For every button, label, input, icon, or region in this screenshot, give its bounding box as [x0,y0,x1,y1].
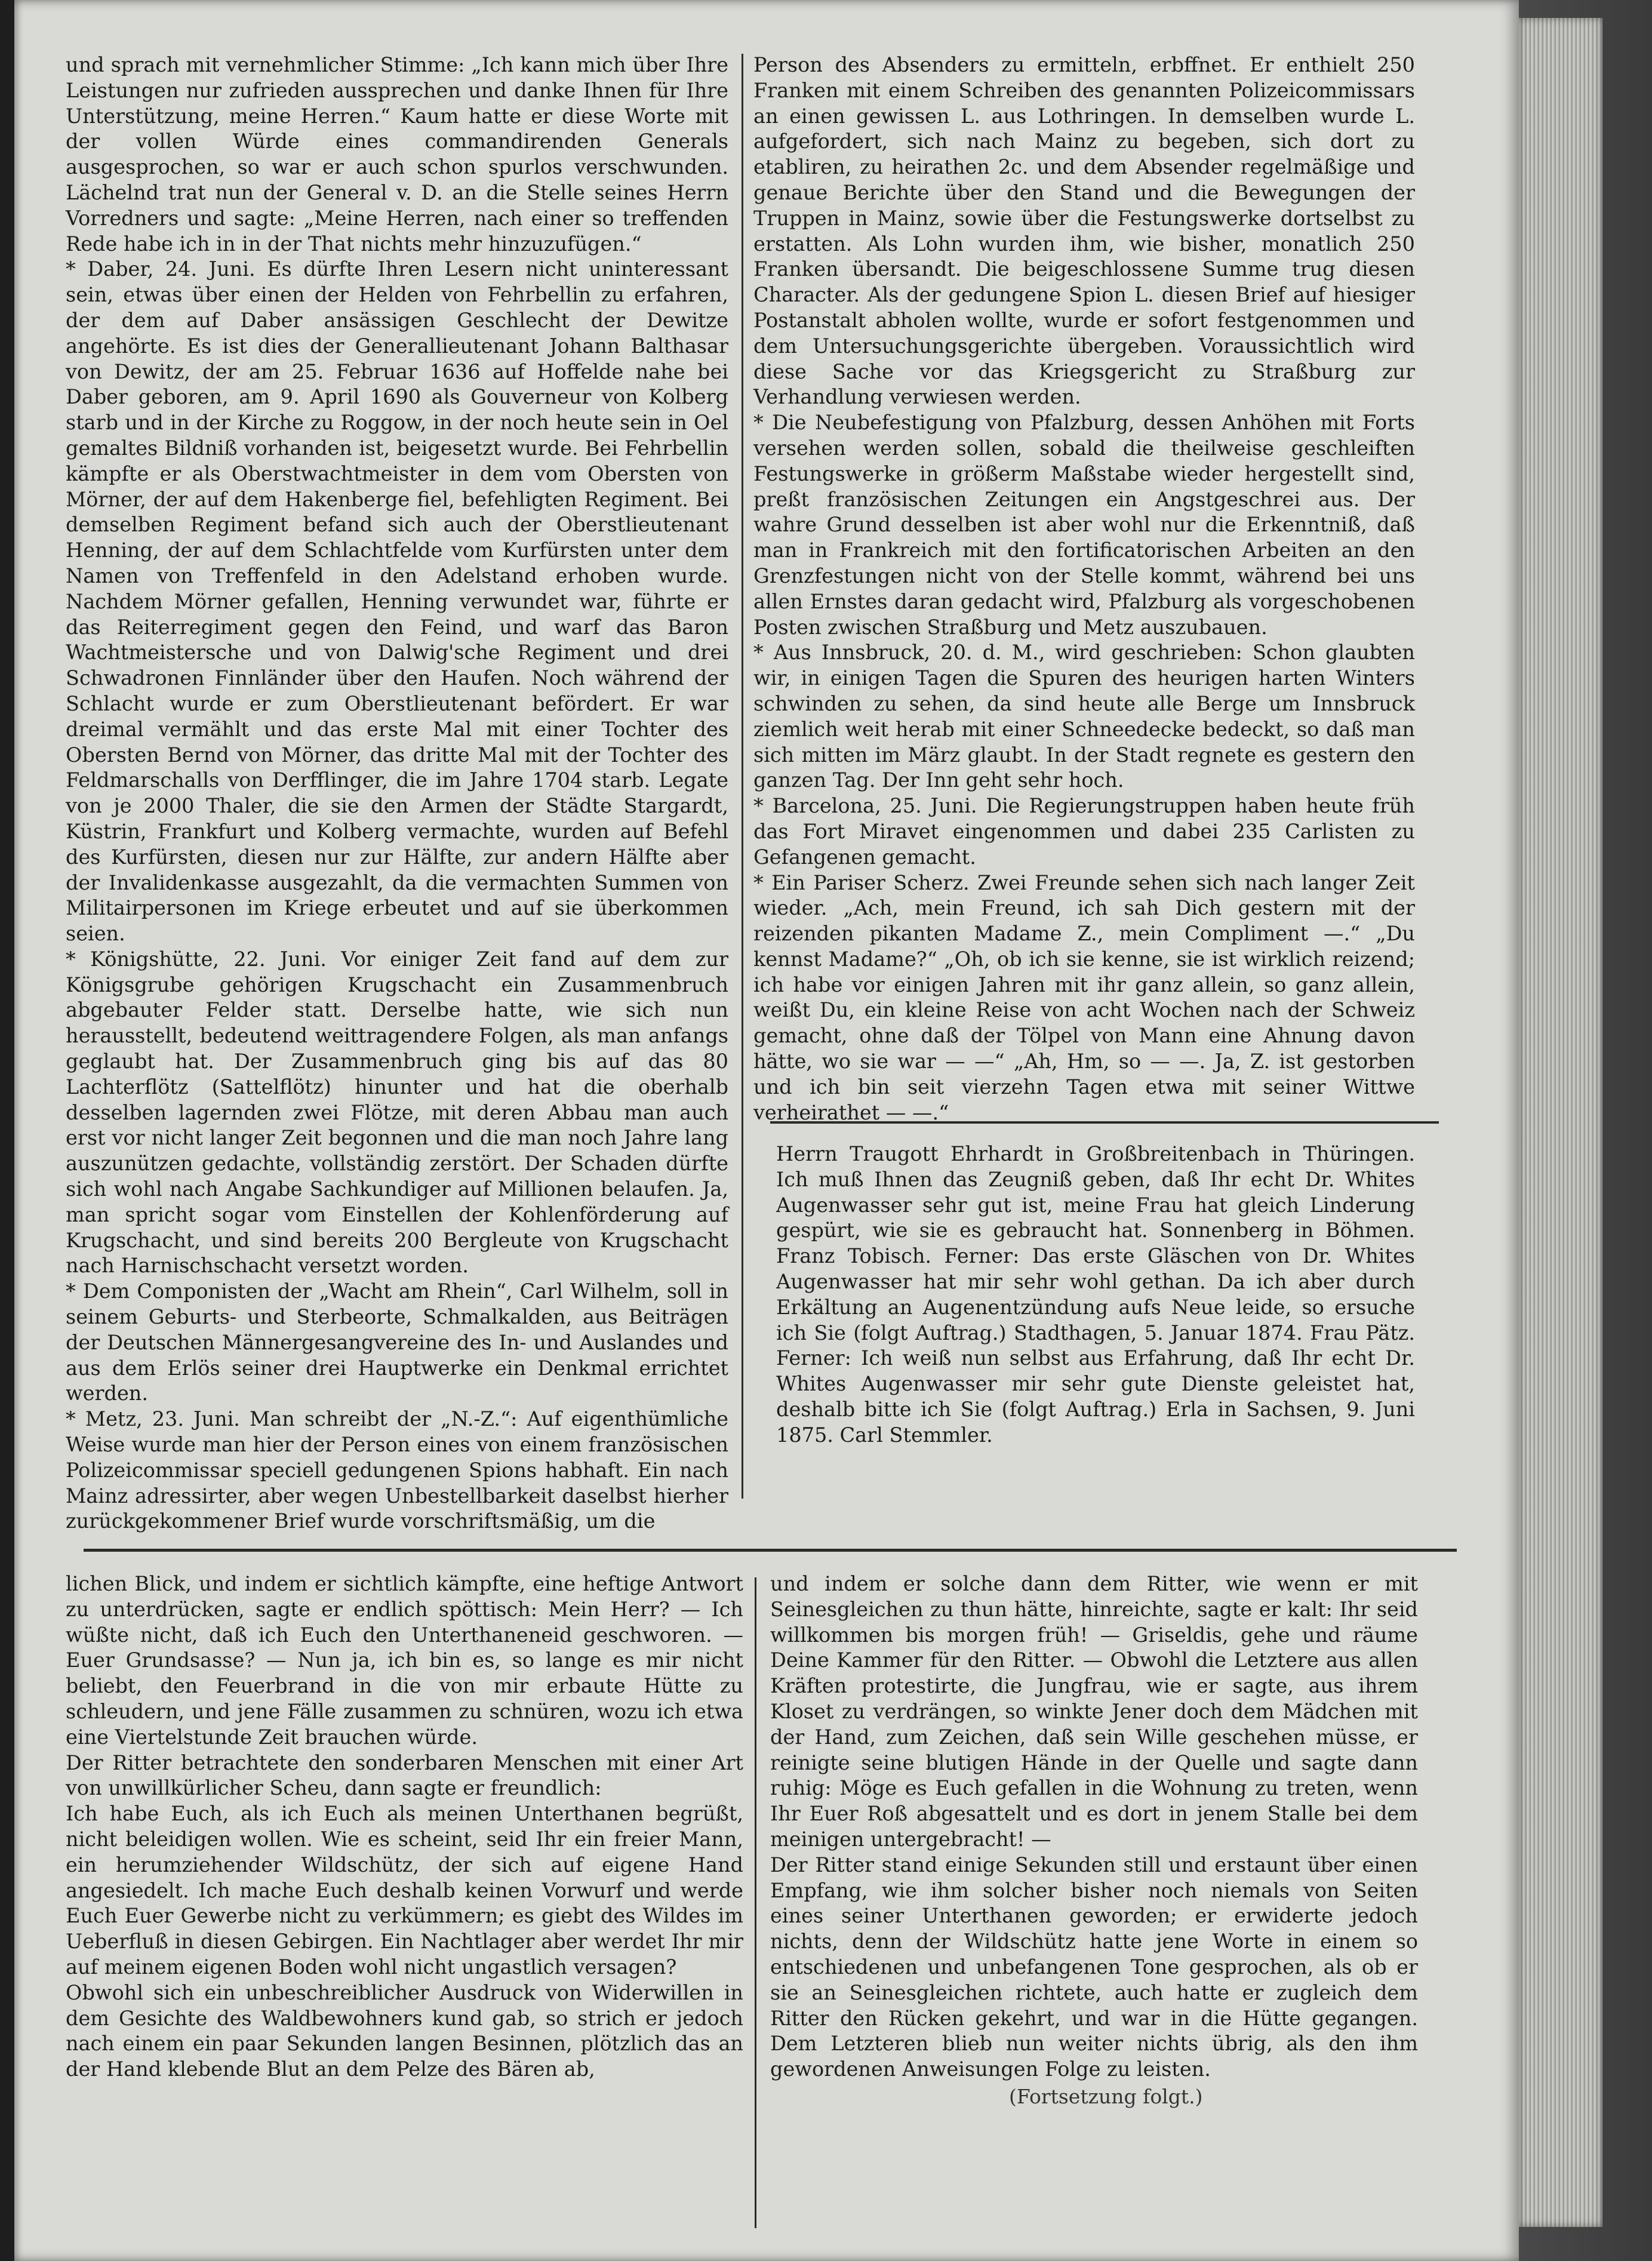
news-paragraph: * Aus Innsbruck, 20. d. M., wird geschrieben: Schon glaubten wir, in einigen Tagen die Spuren des heurigen harten Winters schwinden zu sehen, da sind heute alle Berge um Innsbruck ziemlich weit herab mit einer Schneedecke bedeckt, so daß man sich mitten im März glaubt. In der Stadt regnete es gestern den ganzen Tag. Der Inn geht sehr hoch. [753,641,1415,792]
column-divider [755,1577,756,2228]
news-paragraph: * Königshütte, 22. Juni. Vor einiger Zeit fand auf dem zur Königsgrube gehörigen Krugschacht ein Zusammenbruch abgebauter Felder statt. Derselbe hatte, wie sich nun herausstellt, bedeutend weittragendere Folgen, als man anfangs geglaubt hat. Der Zusammenbruch ging bis auf das 80 Lachterflötz (Sattelflötz) hinunter und hat die oberhalb desselben lagernden zwei Flötze, mit deren Abbau man auch erst vor nicht langer Zeit begonnen und die man noch Jahre lang auszunützen gedachte, vollständig zerstört. Der Schaden dürfte sich wohl nach Angabe Sachkundiger auf Millionen belaufen. Ja, man spricht sogar vom Einstellen der Kohlenförderung auf Krugschacht, und sind bereits 200 Bergleute von Krugschacht nach Harnischschacht versetzt worden. [66,947,728,1278]
advertisement-block [776,1142,1415,1452]
story-paragraph: Der Ritter betrachtete den sonderbaren Menschen mit einer Art von unwillkürlicher Scheu, dann sagte er freundlich: [66,1751,743,1800]
column-divider [742,54,743,1499]
feuilleton-divider [84,1549,1457,1552]
news-paragraph: * Dem Componisten der „Wacht am Rhein“, Carl Wilhelm, soll in seinem Geburts- und Sterbeorte, Schmalkalden, aus Beiträgen der Deutschen Männergesangvereine des In- und Auslandes und aus dem Erlös seiner drei Hauptwerke ein Denkmal errichtet werden. [66,1279,728,1405]
story-paragraph: lichen Blick, und indem er sichtlich kämpfte, eine heftige Antwort zu unterdrücken, sagte er endlich spöttisch: Mein Herr? — Ich wüßte nicht, daß ich Euch den Unterthaneneid geschworen. — Euer Grundsasse? — Nun ja, ich bin es, so lange es mir nicht beliebt, den Feuerbrand in die von mir erbaute Hütte zu schleudern, und jene Fälle zusammen zu schnüren, wozu ich etwa eine Viertelstunde Zeit brauchen würde. [66,1572,743,1749]
feuilleton-column-right [770,1571,1418,2157]
facing-page-edge [0,0,14,2261]
news-paragraph: * Die Neubefestigung von Pfalzburg, dessen Anhöhen mit Forts versehen werden sollen, sobald die theilweise geschleiften Festungswerke in größerm Maßstabe wieder hergestellt sind, preßt französischen Zeitungen ein Angstgeschrei aus. Der wahre Grund desselben ist aber wohl nur die Erkenntniß, daß man in Frankreich mit den fortificatorischen Arbeiten an den Grenzfestungen nicht von der Stelle kommt, während bei uns allen Ernstes daran gedacht wird, Pfalzburg als vorgeschobenen Posten zwischen Straßburg und Metz auszubauen. [753,411,1415,639]
news-paragraph: Person des Absenders zu ermitteln, erbffnet. Er enthielt 250 Franken mit einem Schreiben des genannten Polizeicommissars an einen gewissen L. aus Lothringen. In demselben wurde L. aufgefordert, sich nach Mainz zu begeben, sich dort zu etabliren, zu heirathen 2c. und dem Absender regelmäßige und genaue Berichte über den Stand und die Bewegungen der Truppen in Mainz, sowie über die Festungswerke dortselbst zu erstatten. Als Lohn wurden ihm, wie bisher, monatlich 250 Franken übersandt. Die beigeschlossene Summe trug diesen Character. Als der gedungene Spion L. diesen Brief auf hiesiger Postanstalt abholen wollte, wurde er sofort festgenommen und dem Untersuchungsgerichte übergeben. Voraussichtlich wird diese Sache vor das Kriegsgericht zu Straßburg zur Verhandlung verwiesen werden. [753,53,1415,409]
advertisement-text: Herrn Traugott Ehrhardt in Großbreitenbach in Thüringen. Ich muß Ihnen das Zeugniß geben, daß Ihr echt Dr. Whites Augenwasser sehr gut ist, meine Frau hat gleich Linderung gespürt, wie sie es gebraucht hat. Sonnenberg in Böhmen. Franz Tobisch. Ferner: Das erste Gläschen von Dr. Whites Augenwasser hat mir sehr wohl gethan. Da ich aber durch Erkältung an Augenentzündung aufs Neue leide, so ersuche ich Sie (folgt Auftrag.) Stadthagen, 5. Januar 1874. Frau Pätz. Ferner: Ich weiß nun selbst aus Erfahrung, daß Ihr echt Dr. Whites Augenwasser mir sehr gute Dienste geleistet hat, deshalb bitte ich Sie (folgt Auftrag.) Erla in Sachsen, 9. Juni 1875. Carl Stemmler. [776,1142,1415,1447]
news-paragraph: * Ein Pariser Scherz. Zwei Freunde sehen sich nach langer Zeit wieder. „Ach, mein Freund, ich sah Dich gestern mit der reizenden pikanten Madame Z., mein Compliment —.“ „Du kennst Madame?“ „Oh, ob ich sie kenne, sie ist wirklich reizend; ich habe vor einigen Jahren mit ihr ganz allein, so ganz allein, weißt Du, ein kleine Reise von acht Wochen nach der Schweiz gemacht, ohne daß der Tölpel von Mann eine Ahnung davon hätte, wo sie war — —“ „Ah, Hm, so — —. Ja, Z. ist gestorben und ich bin seit vierzehn Tagen etwa mit seiner Wittwe verheirathet — —.“ [753,870,1415,1124]
news-column-right [753,53,1415,1124]
story-paragraph: Ich habe Euch, als ich Euch als meinen Unterthanen begrüßt, nicht beleidigen wollen. Wie es scheint, seid Ihr ein freier Mann, ein herumziehender Wildschütz, der sich auf eigene Hand angesiedelt. Ich mache Euch deshalb keinen Vorwurf und werde Euch Euer Gewerbe nicht zu verkümmern; es giebt des Wildes im Ueberfluß in diesen Gebirgen. Ein Nachtlager aber werdet Ihr mir auf meinem eigenen Boden wohl nicht ungastlich versagen? [66,1802,743,1979]
story-paragraph: Der Ritter stand einige Sekunden still und erstaunt über einen Empfang, wie ihm solcher bisher noch niemals von Seiten eines seiner Unterthanen geworden; er erwiderte jedoch nichts, denn der Wildschütz hatte jene Worte in einem so entschiedenen und unbefangenen Tone gesprochen, als ob er sie an Seinesgleichen richtete, auch hatte er zugleich dem Ritter den Rücken gekehrt, und war in die Hütte gegangen. Dem Letzteren blieb nun weiter nichts übrig, als den ihm gewordenen Anweisungen Folge zu leisten. [770,1853,1418,2081]
book-page-edges [1519,18,1602,2227]
news-column-left [66,53,728,1533]
story-paragraph: und indem er solche dann dem Ritter, wie wenn er mit Seinesgleichen zu thun hätte, hinreichte, sagte er kalt: Ihr seid willkommen bis morgen früh! — Griseldis, gehe und räume Deine Kammer für den Ritter. — Obwohl die Letztere aus allen Kräften protestirte, die Jungfrau, wie er sagte, aus ihrem Kloset zu verdrängen, so winkte Jener doch dem Mädchen mit der Hand, zum Zeichen, daß sein Wille geschehen müsse, er reinigte seine blutigen Hände in der Quelle und sagte dann ruhig: Möge es Euch gefallen in die Wohnung zu treten, wenn Ihr Euer Roß abgesattelt und es dort in jenem Stalle bei dem meinigen untergebracht! — [770,1572,1418,1851]
news-paragraph: * Metz, 23. Juni. Man schreibt der „N.-Z.“: Auf eigenthümliche Weise wurde man hier der Person eines von einem französischen Polizeicommissar speciell gedungenen Spions habhaft. Ein nach Mainz adressirter, aber wegen Unbestellbarkeit daselbst hierher zurückgekommener Brief wurde vorschriftsmäßig, um die [66,1407,728,1533]
story-paragraph: Obwohl sich ein unbeschreiblicher Ausdruck von Widerwillen in dem Gesichte des Waldbewohners kund gab, so strich er jedoch nach einem ein paar Sekunden langen Besinnen, plötzlich das an der Hand klebende Blut an dem Pelze des Bären ab, [66,1980,743,2081]
continuation-note: (Fortsetzung folgt.) [1009,2085,1203,2108]
news-paragraph: und sprach mit vernehmlicher Stimme: „Ich kann mich über Ihre Leistungen nur zufrieden aussprechen und danke Ihnen für Ihre Unterstützung, meine Herren.“ Kaum hatte er diese Worte mit der vollen Würde eines commandirenden Generals ausgesprochen, so war er auch schon spurlos verschwunden. Lächelnd trat nun der General v. D. an die Stelle seines Herrn Vorredners und sagte: „Meine Herren, nach einer so treffenden Rede habe ich in in der That nichts mehr hinzuzufügen.“ [66,53,728,256]
feuilleton-column-left [66,1571,743,2240]
news-paragraph: * Barcelona, 25. Juni. Die Regierungstruppen haben heute früh das Fort Miravet eingenommen und dabei 235 Carlisten zu Gefangenen gemacht. [753,794,1415,869]
news-paragraph: * Daber, 24. Juni. Es dürfte Ihren Lesern nicht uninteressant sein, etwas über einen der Helden von Fehrbellin zu erfahren, der dem auf Daber ansässigen Geschlecht der Dewitze angehörte. Es ist dies der Generallieutenant Johann Balthasar von Dewitz, der am 25. Februar 1636 auf Hoffelde nahe bei Daber geboren, am 9. April 1690 als Gouverneur von Kolberg starb und in der Kirche zu Roggow, in der noch heute sein in Oel gemaltes Bildniß vorhanden ist, beigesetzt wurde. Bei Fehrbellin kämpfte er als Oberstwachtmeister in dem vom Obersten von Mörner, der auf dem Hakenberge fiel, befehligten Regiment. Bei demselben Regiment befand sich auch der Oberstlieutenant Henning, der auf dem Schlachtfelde vom Kurfürsten unter dem Namen von Treffenfeld in den Adelstand erhoben wurde. Nachdem Mörner gefallen, Henning verwundet war, führte er das Reiterregiment gegen den Feind, und warf das Baron Wachtmeistersche und von Dalwig'sche Regiment und drei Schwadronen Finnländer über den Haufen. Noch während der Schlacht wurde er zum Oberstlieutenant befördert. Er war dreimal vermählt und das erste Mal mit einer Tochter des Obersten Bernd von Mörner, das dritte Mal mit der Tochter des Feldmarschalls von Derfflinger, die im Jahre 1704 starb. Legate von je 2000 Thaler, die sie den Armen der Städte Stargardt, Küstrin, Frankfurt und Kolberg vermachte, wurden auf Befehl des Kurfürsten, diesen nur zur Hälfte, zur andern Hälfte aber der Invalidenkasse ausgezahlt, da die vermachten Summen von Militairpersonen im Kriege erbeutet und auf sie überkommen seien. [66,257,728,946]
